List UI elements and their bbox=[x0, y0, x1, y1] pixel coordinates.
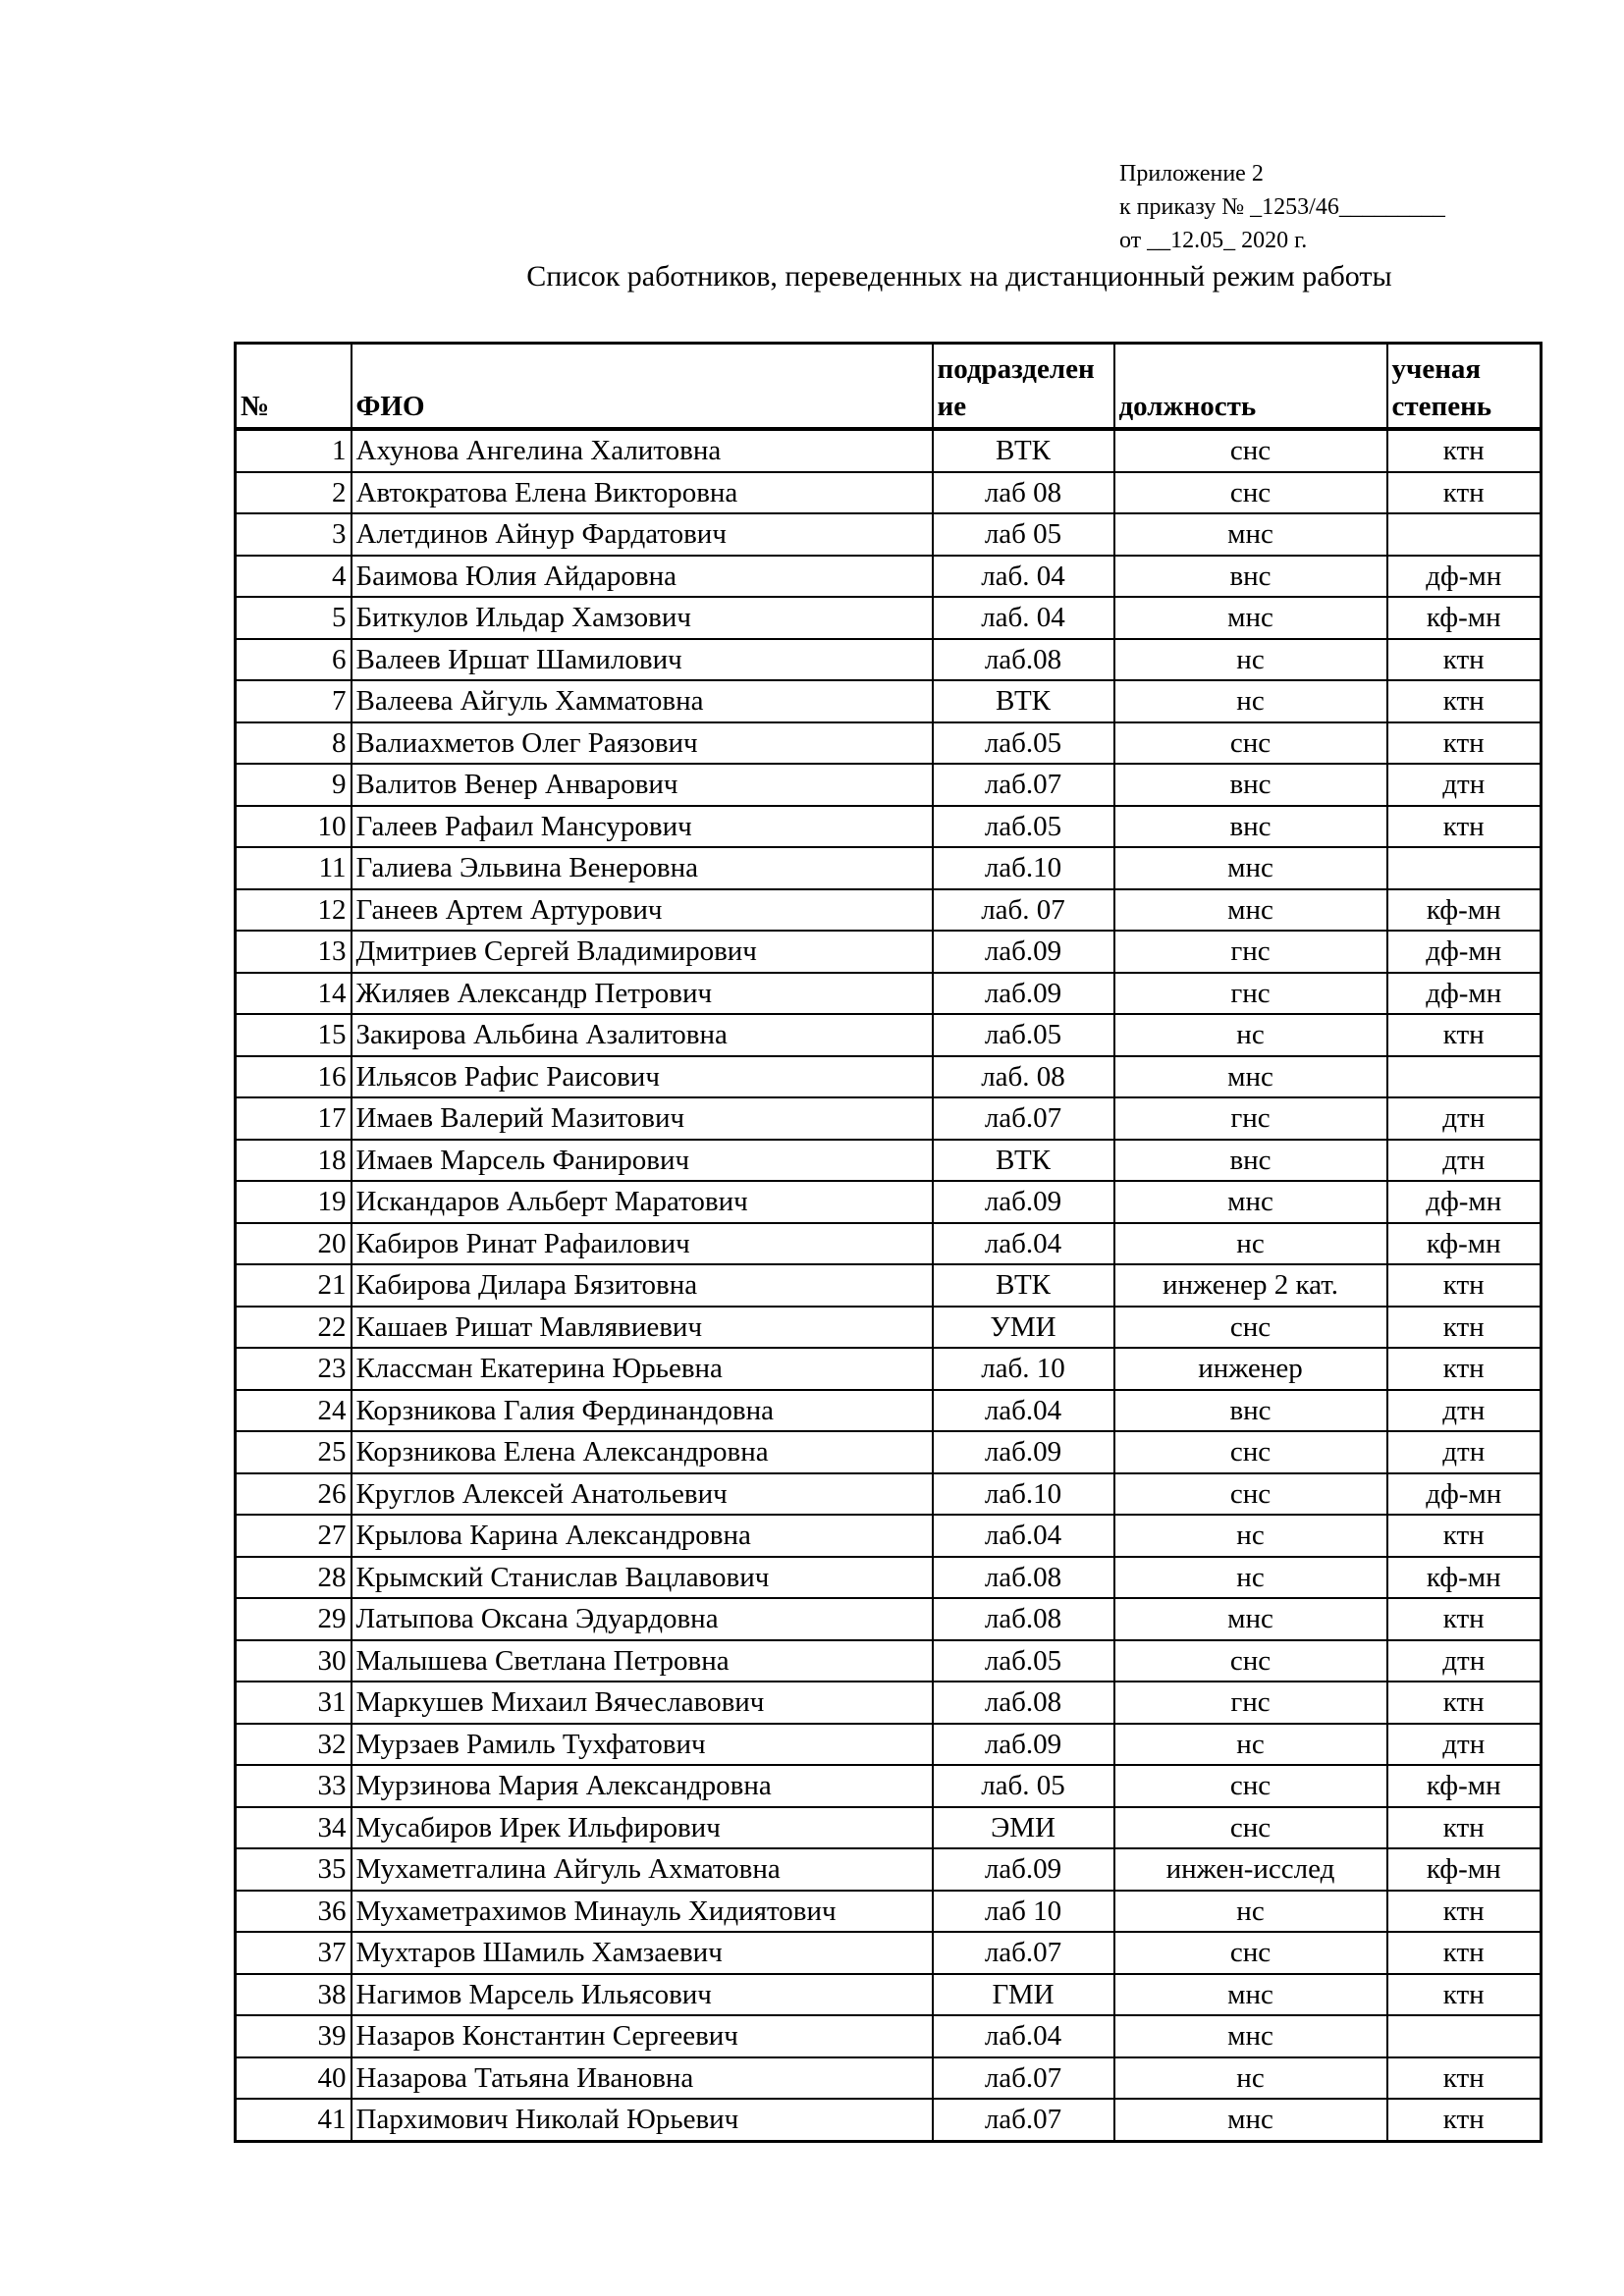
employee-name-cell: Кабиров Ринат Рафаилович bbox=[352, 1223, 933, 1265]
document-title: Список работников, переведенных на дистанционный режим работы bbox=[526, 260, 1392, 293]
academic-degree-cell: ктн bbox=[1387, 2057, 1542, 2100]
position-cell: внс bbox=[1114, 1140, 1387, 1182]
table-row bbox=[236, 680, 1542, 722]
row-number-cell: 4 bbox=[236, 556, 352, 598]
department-cell: лаб.09 bbox=[933, 1431, 1114, 1473]
order-date: от __12.05_ 2020 г. bbox=[1119, 228, 1308, 253]
table-row bbox=[236, 1765, 1542, 1807]
academic-degree-cell: ктн bbox=[1387, 1348, 1542, 1390]
row-number-cell: 25 bbox=[236, 1431, 352, 1473]
department-cell: лаб. 05 bbox=[933, 1765, 1114, 1807]
row-number-cell: 16 bbox=[236, 1056, 352, 1098]
department-cell: лаб.04 bbox=[933, 1390, 1114, 1432]
table-row bbox=[236, 1431, 1542, 1473]
academic-degree-cell: ктн bbox=[1387, 1932, 1542, 1974]
row-number-cell: 1 bbox=[236, 429, 352, 472]
academic-degree-cell: дтн bbox=[1387, 764, 1542, 806]
academic-degree-cell: кф-мн bbox=[1387, 1848, 1542, 1891]
academic-degree-cell: дф-мн bbox=[1387, 973, 1542, 1015]
position-cell: гнс bbox=[1114, 931, 1387, 973]
row-number-cell: 38 bbox=[236, 1974, 352, 2016]
header-number: № bbox=[236, 344, 352, 430]
employee-name-cell: Кабирова Дилара Бязитовна bbox=[352, 1264, 933, 1307]
position-cell: гнс bbox=[1114, 1097, 1387, 1140]
position-cell: нс bbox=[1114, 680, 1387, 722]
row-number-cell: 10 bbox=[236, 806, 352, 848]
table-row bbox=[236, 889, 1542, 932]
academic-degree-cell: дф-мн bbox=[1387, 556, 1542, 598]
employee-name-cell: Назаров Константин Сергеевич bbox=[352, 2015, 933, 2057]
academic-degree-cell: ктн bbox=[1387, 1264, 1542, 1307]
position-cell: мнс bbox=[1114, 1974, 1387, 2016]
table-row bbox=[236, 1557, 1542, 1599]
department-cell: лаб.08 bbox=[933, 639, 1114, 681]
table-row bbox=[236, 1724, 1542, 1766]
table-row bbox=[236, 597, 1542, 639]
academic-degree-cell: ктн bbox=[1387, 1598, 1542, 1640]
academic-degree-cell bbox=[1387, 1056, 1542, 1098]
row-number-cell: 29 bbox=[236, 1598, 352, 1640]
row-number-cell: 19 bbox=[236, 1181, 352, 1223]
department-cell: лаб 05 bbox=[933, 513, 1114, 556]
academic-degree-cell bbox=[1387, 847, 1542, 889]
employee-name-cell: Назарова Татьяна Ивановна bbox=[352, 2057, 933, 2100]
employee-name-cell: Мухтаров Шамиль Хамзаевич bbox=[352, 1932, 933, 1974]
position-cell: внс bbox=[1114, 806, 1387, 848]
table-row bbox=[236, 1140, 1542, 1182]
position-cell: гнс bbox=[1114, 1682, 1387, 1724]
table-row bbox=[236, 847, 1542, 889]
row-number-cell: 8 bbox=[236, 722, 352, 765]
department-cell: ВТК bbox=[933, 1140, 1114, 1182]
header-unit: подразделение bbox=[933, 344, 1114, 430]
position-cell: гнс bbox=[1114, 973, 1387, 1015]
academic-degree-cell: кф-мн bbox=[1387, 889, 1542, 932]
academic-degree-cell: ктн bbox=[1387, 680, 1542, 722]
department-cell: ЭМИ bbox=[933, 1807, 1114, 1849]
position-cell: нс bbox=[1114, 1724, 1387, 1766]
table-row bbox=[236, 472, 1542, 514]
position-cell: снс bbox=[1114, 429, 1387, 472]
table-row bbox=[236, 639, 1542, 681]
employee-name-cell: Валеев Иршат Шамилович bbox=[352, 639, 933, 681]
row-number-cell: 24 bbox=[236, 1390, 352, 1432]
position-cell: нс bbox=[1114, 2057, 1387, 2100]
department-cell: УМИ bbox=[933, 1307, 1114, 1349]
table-row bbox=[236, 931, 1542, 973]
position-cell: мнс bbox=[1114, 1598, 1387, 1640]
table-row bbox=[236, 1473, 1542, 1516]
row-number-cell: 9 bbox=[236, 764, 352, 806]
position-cell: мнс bbox=[1114, 889, 1387, 932]
academic-degree-cell: дтн bbox=[1387, 1640, 1542, 1682]
table-row bbox=[236, 1181, 1542, 1223]
academic-degree-cell: ктн bbox=[1387, 1807, 1542, 1849]
position-cell: снс bbox=[1114, 1307, 1387, 1349]
row-number-cell: 11 bbox=[236, 847, 352, 889]
academic-degree-cell: дтн bbox=[1387, 1431, 1542, 1473]
position-cell: мнс bbox=[1114, 1056, 1387, 1098]
position-cell: снс bbox=[1114, 1431, 1387, 1473]
employee-name-cell: Малышева Светлана Петровна bbox=[352, 1640, 933, 1682]
academic-degree-cell: ктн bbox=[1387, 472, 1542, 514]
department-cell: лаб.05 bbox=[933, 1014, 1114, 1056]
employee-name-cell: Закирова Альбина Азалитовна bbox=[352, 1014, 933, 1056]
table-row bbox=[236, 1515, 1542, 1557]
row-number-cell: 14 bbox=[236, 973, 352, 1015]
position-cell: инжен-исслед bbox=[1114, 1848, 1387, 1891]
employee-name-cell: Мухаметрахимов Минауль Хидиятович bbox=[352, 1891, 933, 1933]
row-number-cell: 21 bbox=[236, 1264, 352, 1307]
row-number-cell: 7 bbox=[236, 680, 352, 722]
position-cell: снс bbox=[1114, 1932, 1387, 1974]
department-cell: лаб. 04 bbox=[933, 597, 1114, 639]
row-number-cell: 26 bbox=[236, 1473, 352, 1516]
department-cell: лаб.07 bbox=[933, 1097, 1114, 1140]
table-header bbox=[236, 344, 1542, 430]
table-row bbox=[236, 1390, 1542, 1432]
table-row bbox=[236, 2057, 1542, 2100]
row-number-cell: 34 bbox=[236, 1807, 352, 1849]
employee-name-cell: Мухаметгалина Айгуль Ахматовна bbox=[352, 1848, 933, 1891]
row-number-cell: 36 bbox=[236, 1891, 352, 1933]
document-title-row bbox=[0, 257, 1624, 296]
employee-name-cell: Дмитриев Сергей Владимирович bbox=[352, 931, 933, 973]
row-number-cell: 6 bbox=[236, 639, 352, 681]
row-number-cell: 23 bbox=[236, 1348, 352, 1390]
table-row bbox=[236, 1891, 1542, 1933]
header-position: должность bbox=[1114, 344, 1387, 430]
row-number-cell: 28 bbox=[236, 1557, 352, 1599]
table-row bbox=[236, 1056, 1542, 1098]
row-number-cell: 37 bbox=[236, 1932, 352, 1974]
academic-degree-cell: кф-мн bbox=[1387, 1557, 1542, 1599]
row-number-cell: 40 bbox=[236, 2057, 352, 2100]
position-cell: внс bbox=[1114, 556, 1387, 598]
employee-name-cell: Корзникова Елена Александровна bbox=[352, 1431, 933, 1473]
employee-name-cell: Автократова Елена Викторовна bbox=[352, 472, 933, 514]
table-row bbox=[236, 1807, 1542, 1849]
table-row bbox=[236, 722, 1542, 765]
department-cell: лаб 10 bbox=[933, 1891, 1114, 1933]
table-row bbox=[236, 2099, 1542, 2141]
table-row bbox=[236, 1014, 1542, 1056]
employee-name-cell: Валиахметов Олег Раязович bbox=[352, 722, 933, 765]
department-cell: лаб.10 bbox=[933, 847, 1114, 889]
position-cell: мнс bbox=[1114, 2099, 1387, 2141]
table-row bbox=[236, 973, 1542, 1015]
employee-name-cell: Галеев Рафаил Мансурович bbox=[352, 806, 933, 848]
row-number-cell: 15 bbox=[236, 1014, 352, 1056]
row-number-cell: 12 bbox=[236, 889, 352, 932]
academic-degree-cell: ктн bbox=[1387, 1014, 1542, 1056]
employee-name-cell: Нагимов Марсель Ильясович bbox=[352, 1974, 933, 2016]
table-row bbox=[236, 1932, 1542, 1974]
department-cell: лаб.04 bbox=[933, 1223, 1114, 1265]
row-number-cell: 2 bbox=[236, 472, 352, 514]
department-cell: лаб. 08 bbox=[933, 1056, 1114, 1098]
academic-degree-cell: дф-мн bbox=[1387, 931, 1542, 973]
academic-degree-cell: ктн bbox=[1387, 1891, 1542, 1933]
academic-degree-cell: ктн bbox=[1387, 1682, 1542, 1724]
employee-name-cell: Кашаев Ришат Мавлявиевич bbox=[352, 1307, 933, 1349]
employee-name-cell: Биткулов Ильдар Хамзович bbox=[352, 597, 933, 639]
position-cell: снс bbox=[1114, 1640, 1387, 1682]
position-cell: инженер 2 кат. bbox=[1114, 1264, 1387, 1307]
position-cell: нс bbox=[1114, 1223, 1387, 1265]
department-cell: лаб.08 bbox=[933, 1557, 1114, 1599]
table-row bbox=[236, 764, 1542, 806]
row-number-cell: 31 bbox=[236, 1682, 352, 1724]
employee-name-cell: Пархимович Николай Юрьевич bbox=[352, 2099, 933, 2141]
row-number-cell: 39 bbox=[236, 2015, 352, 2057]
department-cell: лаб.07 bbox=[933, 2099, 1114, 2141]
row-number-cell: 33 bbox=[236, 1765, 352, 1807]
employee-name-cell: Имаев Валерий Мазитович bbox=[352, 1097, 933, 1140]
row-number-cell: 20 bbox=[236, 1223, 352, 1265]
row-number-cell: 17 bbox=[236, 1097, 352, 1140]
table-row bbox=[236, 1264, 1542, 1307]
academic-degree-cell: ктн bbox=[1387, 639, 1542, 681]
table-row bbox=[236, 1682, 1542, 1724]
position-cell: мнс bbox=[1114, 597, 1387, 639]
employee-name-cell: Галиева Эльвина Венеровна bbox=[352, 847, 933, 889]
header-row bbox=[236, 344, 1542, 430]
position-cell: внс bbox=[1114, 1390, 1387, 1432]
department-cell: лаб.08 bbox=[933, 1598, 1114, 1640]
position-cell: нс bbox=[1114, 1557, 1387, 1599]
table-body bbox=[236, 429, 1542, 2141]
row-number-cell: 13 bbox=[236, 931, 352, 973]
position-cell: внс bbox=[1114, 764, 1387, 806]
employee-name-cell: Крымский Станислав Вацлавович bbox=[352, 1557, 933, 1599]
position-cell: снс bbox=[1114, 1765, 1387, 1807]
academic-degree-cell: ктн bbox=[1387, 722, 1542, 765]
table-row bbox=[236, 806, 1542, 848]
department-cell: лаб.09 bbox=[933, 931, 1114, 973]
department-cell: ВТК bbox=[933, 680, 1114, 722]
academic-degree-cell: ктн bbox=[1387, 806, 1542, 848]
row-number-cell: 41 bbox=[236, 2099, 352, 2141]
department-cell: лаб.09 bbox=[933, 973, 1114, 1015]
employee-name-cell: Жиляев Александр Петрович bbox=[352, 973, 933, 1015]
employee-name-cell: Ахунова Ангелина Халитовна bbox=[352, 429, 933, 472]
employee-name-cell: Алетдинов Айнур Фардатович bbox=[352, 513, 933, 556]
order-number: к приказу № _1253/46_________ bbox=[1119, 194, 1445, 220]
header-degree: ученая степень bbox=[1387, 344, 1542, 430]
employee-name-cell: Мурзинова Мария Александровна bbox=[352, 1765, 933, 1807]
department-cell: лаб.09 bbox=[933, 1724, 1114, 1766]
academic-degree-cell: дтн bbox=[1387, 1140, 1542, 1182]
academic-degree-cell: ктн bbox=[1387, 2099, 1542, 2141]
department-cell: лаб.08 bbox=[933, 1682, 1114, 1724]
row-number-cell: 30 bbox=[236, 1640, 352, 1682]
academic-degree-cell: кф-мн bbox=[1387, 1223, 1542, 1265]
employee-name-cell: Ганеев Артем Артурович bbox=[352, 889, 933, 932]
table-row bbox=[236, 1640, 1542, 1682]
employee-name-cell: Крылова Карина Александровна bbox=[352, 1515, 933, 1557]
department-cell: ВТК bbox=[933, 429, 1114, 472]
position-cell: снс bbox=[1114, 1473, 1387, 1516]
employee-name-cell: Круглов Алексей Анатольевич bbox=[352, 1473, 933, 1516]
department-cell: лаб.04 bbox=[933, 2015, 1114, 2057]
employee-name-cell: Латыпова Оксана Эдуардовна bbox=[352, 1598, 933, 1640]
row-number-cell: 35 bbox=[236, 1848, 352, 1891]
academic-degree-cell: кф-мн bbox=[1387, 597, 1542, 639]
table-row bbox=[236, 1307, 1542, 1349]
academic-degree-cell: ктн bbox=[1387, 1307, 1542, 1349]
employee-name-cell: Мурзаев Рамиль Тухфатович bbox=[352, 1724, 933, 1766]
row-number-cell: 3 bbox=[236, 513, 352, 556]
department-cell: лаб.07 bbox=[933, 1932, 1114, 1974]
department-cell: лаб. 07 bbox=[933, 889, 1114, 932]
employee-name-cell: Имаев Марсель Фанирович bbox=[352, 1140, 933, 1182]
table-row bbox=[236, 1598, 1542, 1640]
employee-name-cell: Маркушев Михаил Вячеславович bbox=[352, 1682, 933, 1724]
table-row bbox=[236, 513, 1542, 556]
academic-degree-cell: ктн bbox=[1387, 429, 1542, 472]
position-cell: нс bbox=[1114, 639, 1387, 681]
department-cell: лаб.09 bbox=[933, 1848, 1114, 1891]
department-cell: лаб. 10 bbox=[933, 1348, 1114, 1390]
position-cell: мнс bbox=[1114, 1181, 1387, 1223]
position-cell: нс bbox=[1114, 1515, 1387, 1557]
table-row bbox=[236, 429, 1542, 472]
department-cell: лаб.05 bbox=[933, 806, 1114, 848]
row-number-cell: 5 bbox=[236, 597, 352, 639]
department-cell: лаб.09 bbox=[933, 1181, 1114, 1223]
academic-degree-cell: дф-мн bbox=[1387, 1181, 1542, 1223]
position-cell: снс bbox=[1114, 1807, 1387, 1849]
department-cell: лаб.04 bbox=[933, 1515, 1114, 1557]
employee-name-cell: Мусабиров Ирек Ильфирович bbox=[352, 1807, 933, 1849]
table-row bbox=[236, 1974, 1542, 2016]
appendix-label: Приложение 2 bbox=[1119, 161, 1264, 187]
header-name: ФИО bbox=[352, 344, 933, 430]
row-number-cell: 18 bbox=[236, 1140, 352, 1182]
department-cell: лаб 08 bbox=[933, 472, 1114, 514]
position-cell: инженер bbox=[1114, 1348, 1387, 1390]
academic-degree-cell: дтн bbox=[1387, 1390, 1542, 1432]
table-row bbox=[236, 1097, 1542, 1140]
employee-name-cell: Корзникова Галия Фердинандовна bbox=[352, 1390, 933, 1432]
row-number-cell: 22 bbox=[236, 1307, 352, 1349]
table-row bbox=[236, 2015, 1542, 2057]
academic-degree-cell bbox=[1387, 513, 1542, 556]
academic-degree-cell: ктн bbox=[1387, 1515, 1542, 1557]
staff-table bbox=[234, 342, 1543, 2143]
table-row bbox=[236, 556, 1542, 598]
employee-name-cell: Валеева Айгуль Хамматовна bbox=[352, 680, 933, 722]
table-row bbox=[236, 1848, 1542, 1891]
department-cell: ВТК bbox=[933, 1264, 1114, 1307]
position-cell: снс bbox=[1114, 472, 1387, 514]
position-cell: мнс bbox=[1114, 513, 1387, 556]
academic-degree-cell bbox=[1387, 2015, 1542, 2057]
department-cell: лаб.05 bbox=[933, 722, 1114, 765]
employee-name-cell: Баимова Юлия Айдаровна bbox=[352, 556, 933, 598]
row-number-cell: 32 bbox=[236, 1724, 352, 1766]
position-cell: мнс bbox=[1114, 847, 1387, 889]
table-row bbox=[236, 1348, 1542, 1390]
department-cell: лаб.10 bbox=[933, 1473, 1114, 1516]
position-cell: снс bbox=[1114, 722, 1387, 765]
position-cell: нс bbox=[1114, 1891, 1387, 1933]
employee-name-cell: Валитов Венер Анварович bbox=[352, 764, 933, 806]
appendix-block bbox=[1119, 157, 1445, 257]
department-cell: лаб. 04 bbox=[933, 556, 1114, 598]
academic-degree-cell: дф-мн bbox=[1387, 1473, 1542, 1516]
employee-name-cell: Ильясов Рафис Раисович bbox=[352, 1056, 933, 1098]
position-cell: нс bbox=[1114, 1014, 1387, 1056]
table-row bbox=[236, 1223, 1542, 1265]
department-cell: лаб.07 bbox=[933, 764, 1114, 806]
row-number-cell: 27 bbox=[236, 1515, 352, 1557]
academic-degree-cell: дтн bbox=[1387, 1097, 1542, 1140]
employee-name-cell: Искандаров Альберт Маратович bbox=[352, 1181, 933, 1223]
academic-degree-cell: ктн bbox=[1387, 1974, 1542, 2016]
department-cell: лаб.05 bbox=[933, 1640, 1114, 1682]
position-cell: мнс bbox=[1114, 2015, 1387, 2057]
academic-degree-cell: кф-мн bbox=[1387, 1765, 1542, 1807]
department-cell: лаб.07 bbox=[933, 2057, 1114, 2100]
department-cell: ГМИ bbox=[933, 1974, 1114, 2016]
employee-name-cell: Классман Екатерина Юрьевна bbox=[352, 1348, 933, 1390]
academic-degree-cell: дтн bbox=[1387, 1724, 1542, 1766]
